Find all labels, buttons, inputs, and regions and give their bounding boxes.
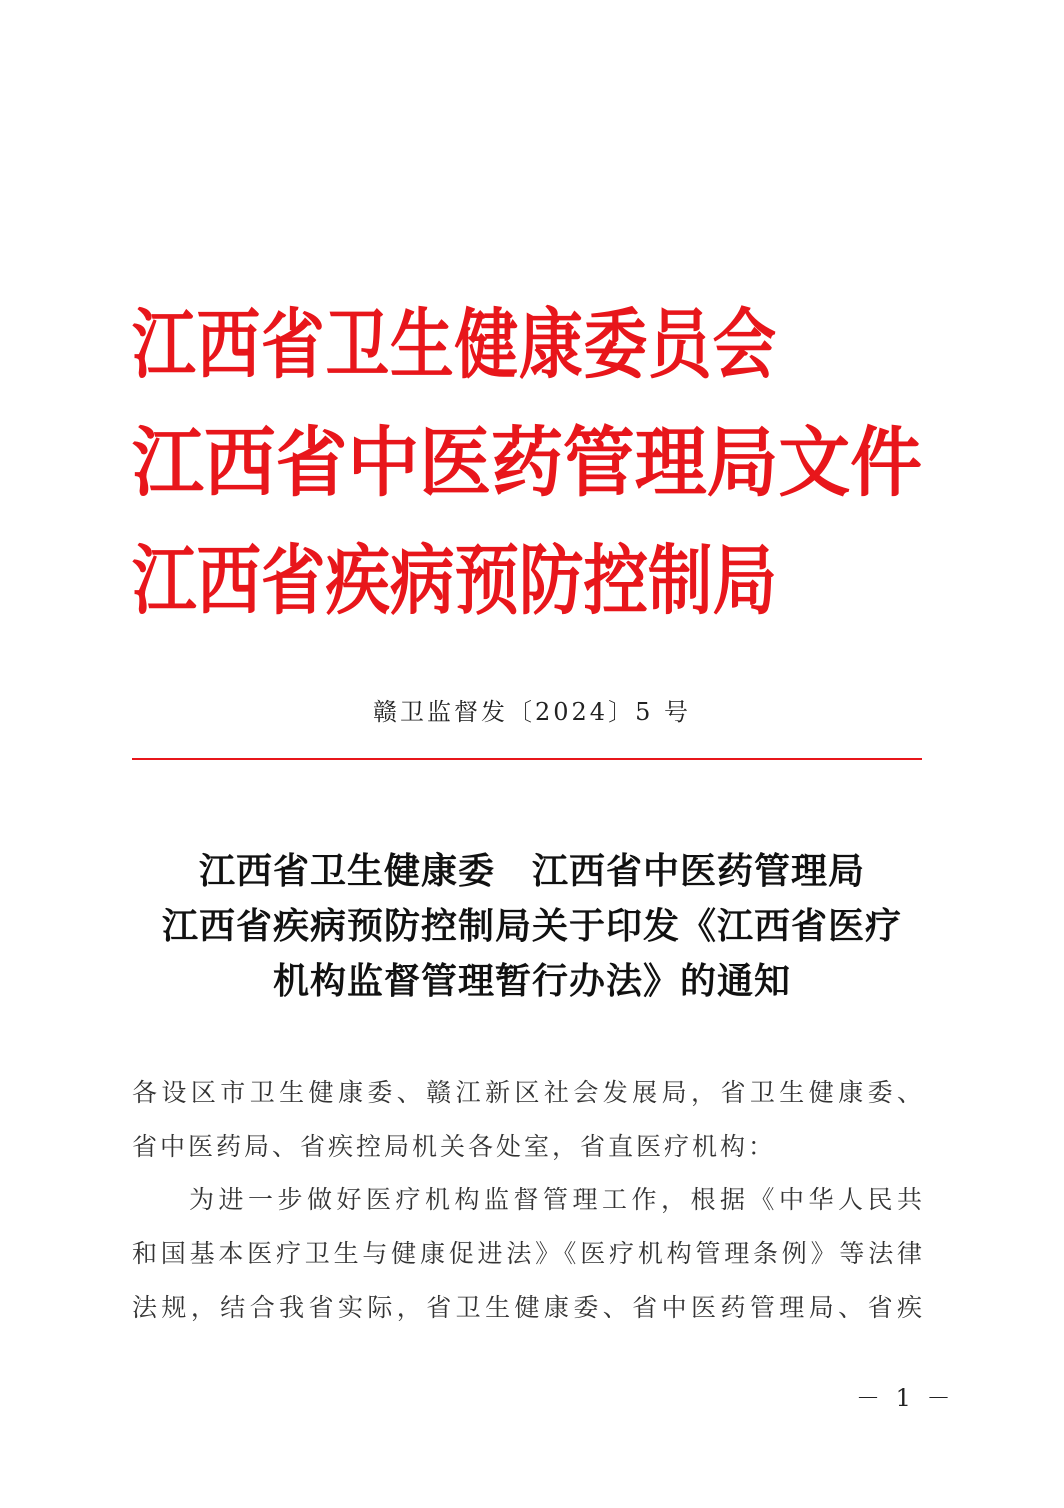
body-text-line: 省中医药局、省疾控局机关各处室，省直医疗机构：: [132, 1132, 777, 1161]
issuer-header-line-1: 江西省卫生健康委员会: [132, 300, 777, 389]
page-number: － 1 －: [856, 1384, 955, 1412]
document-number: 赣卫监督发〔2024〕5 号: [373, 698, 691, 726]
issuer-header-line-3: 江西省疾病预防控制局: [132, 536, 777, 625]
document-title-line-3: 机构监督管理暂行办法》的通知: [272, 960, 791, 1002]
issuer-header-line-2: 江西省中医药管理局文件: [132, 418, 922, 507]
body-text-line: 各设区市卫生健康委、赣江新区社会发展局，省卫生健康委、: [132, 1078, 922, 1107]
body-text-line: 和国基本医疗卫生与健康促进法》《医疗机构管理条例》等法律: [132, 1239, 922, 1268]
red-divider: [132, 758, 922, 760]
body-text-line: 法规，结合我省实际，省卫生健康委、省中医药管理局、省疾: [132, 1293, 922, 1322]
document-title-line-1: 江西省卫生健康委 江西省中医药管理局: [198, 850, 865, 892]
body-text-line: 为进一步做好医疗机构监督管理工作，根据《中华人民共: [189, 1185, 922, 1214]
document-title-line-2: 江西省疾病预防控制局关于印发《江西省医疗: [161, 905, 902, 947]
